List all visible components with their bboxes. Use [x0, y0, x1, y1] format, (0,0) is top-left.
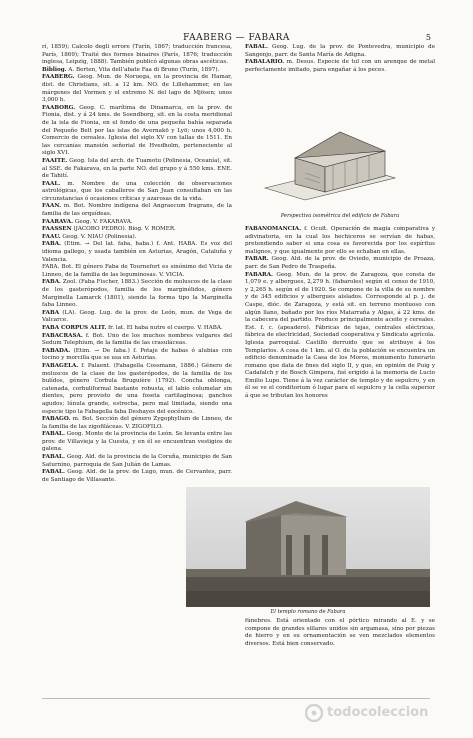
temple-photo	[186, 487, 430, 607]
dictionary-entry	[245, 256, 435, 271]
dictionary-entry	[42, 203, 232, 218]
bottom-divider	[42, 698, 430, 699]
entry-headword: Bibliog.	[42, 66, 67, 73]
entry-text: Geog. Ald. de la prov. de Lugo, mun. de Cervantes, parr. de Santiago de Villasante.	[42, 469, 232, 483]
dictionary-entry	[42, 469, 232, 484]
entry-headword: FAAITE.	[42, 157, 68, 164]
entry-headword: FABA.	[42, 279, 61, 286]
entry-text: f. Palaent. (Fabagella Cossmann, 1886.) Género de moluscos de la clase de los gasterópodos, de la familia de los bulídos, género Corbula Bruguière (1792). Concha oblonga, catenada, corbuliformal bastante robusta, el labio columelar sin dientes, pero provisto de una foseta cartilaginosa; ganchos agudos; lúnula grande, estrecha, pero mal limitada, siendo una especie tipo la Fabagella faba Deshayes del eocénico.	[42, 362, 232, 415]
entry-headword: FABAL.	[42, 431, 65, 438]
entry-text: m. Bot. Sección del género Zygophyllum de Linneo, de la familia de las zigofiláceas. V. ZIGOFILO.	[42, 416, 232, 430]
entry-text: Geog. Mun. de la prov. de Zaragoza, que consta de 1,079 e. y albergues, 2,279 h. (fabaroles) según el censo de 1910, y 2,265 h. según el de 1920. Se compone de la villa de su nombre y de 345 edificios y albergues aislados. Corresponde al p. j. de Caspe, dióc. de Zaragoza, y está sit. en terreno montuoso con algún llano, bañado por los ríos Matarraña y Algas, á 22 kms. de la cabecera del partido. Produce principalmente aceite y cereales. Est. f. c. (apeadero). Fábricas de tejas, centrales eléctricas, fábrica de electricidad, Sociedad cooperativa y Sindicato agrícola. Iglesia parroquial. Castillo derruido que se atribuye á los Templarios. A cosa de 1 km. al O. de la población se encuentra un edificio denominado la Casa de los Moros, monumento funerario romano que data de fines del siglo II, y que, en opinión de Puig y Cadafalch y de Bosch Gimpera, fué erigido á la memoria de Lucio Emilio Lupo. Tiene á la vez carácter de templo y de sepulcro, y en él se ve el conditorium ó lugar para el sepulcro y la cella superior á que se tributan los honores	[245, 271, 436, 400]
watermark-text: todocoleccion	[327, 705, 429, 720]
entry-text: Geog. Ald. de la provincia de la Coruña, municipio de San Saturnino, parroquia de San Julián de Lamas.	[42, 454, 233, 468]
entry-text: f. Ocult. Operación de magia comparativa y adivinatoria, en la cual los hechiceros se servían de habas, pretendiendo saber si una cosa es favorecida por los espíritus malignos, y que igualmente por ello se echaban en ellas.	[245, 226, 435, 255]
dictionary-entry	[245, 59, 435, 74]
dictionary-entry	[42, 181, 232, 204]
dictionary-entry	[42, 67, 232, 75]
dictionary-entry	[42, 431, 232, 454]
entry-headword: FABA	[42, 309, 60, 316]
entry-headword: FABAL.	[245, 44, 268, 50]
right-column-mid	[245, 226, 435, 401]
fabara-continuation: fúnebres. Está orientado con el pórtico mirando al E. y se compone de grandes sillares unidos sin argamasa, sino por piezas de hierro y en su ornamentación se ven mezclados elementos diversos. Está bien conservado.	[245, 618, 435, 647]
entry-text: A. Berten, Vita dell’abate Faa di Bruno (Turín, 1897).	[68, 66, 220, 73]
entry-headword: FABA.	[42, 241, 61, 248]
entry-text: Geog. V. NIAU (Polinesia).	[62, 233, 137, 240]
dictionary-entry	[42, 363, 232, 416]
entry-headword: FAAL.	[42, 180, 61, 187]
dictionary-entry	[245, 226, 435, 256]
entry-text: m. Nombre de una colección de observaciones astrológicas, que los caballeros de San Juan consultaban en las circunstancias ó ocasiones críticas y azarosas de la vida.	[42, 180, 233, 202]
entry-text: f. Bot. Uno de los muchos nombres vulgares del Sedum Telephium, de la familia de las crasuláceas.	[42, 332, 232, 347]
dictionary-entry	[245, 44, 435, 59]
dictionary-entry	[42, 333, 232, 348]
entry-text: FABA. Bot. El género Faba de Tournefort es sinónimo del Vicia de Linneo, de la familia de las leguminosas. V. VICIA.	[42, 264, 232, 278]
entry-text: (Etim. → Del lat. faba, haba.) f. Ant. HABA. Es voz del idioma gallego, y usada también en Asturias, Aragón, Cataluña y Valencia.	[42, 241, 232, 263]
dictionary-entry	[42, 158, 232, 181]
roman-temple-photo	[186, 487, 430, 607]
left-column	[42, 44, 232, 484]
dictionary-entry	[42, 264, 232, 279]
entry-text: Geog. C. marítima de Dinamarca, en la prov. de Fionia, dist. y á 24 kms. de Soendborg, sit. en la costa meridional de la isla de Fionia, en el fondo de una pequeña bahía separada del Pequeño Belt por las islas de Avernakö y Lyö; unos 4,000 h. Comercio de cereales. Iglesia del siglo XV con tallas de 1511. En las cercanías mansión señorial de Hvedholm, perteneciente al siglo XVI.	[42, 104, 233, 157]
dictionary-entry	[42, 44, 232, 67]
entry-text: (Etim. → De faba.) f. Potaje de habas ó alubias con tocino y morcilla que se usa en Asturias.	[42, 347, 232, 362]
entry-headword: FAASSEN	[42, 226, 72, 233]
entry-headword: FABALARIO.	[245, 59, 285, 66]
entry-headword: FABAR.	[245, 256, 269, 263]
entry-headword: FABADA.	[42, 347, 71, 354]
dictionary-entry	[42, 241, 232, 264]
entry-headword: FABACRASA.	[42, 332, 83, 339]
dictionary-entry	[42, 226, 232, 234]
dictionary-entry	[42, 454, 232, 469]
entry-headword: FAAU.	[42, 233, 61, 240]
entry-text: Geog. Mun. de Noruega, en la provincia de Hamar, dist. de Christians, sit. a 12 km. NO. de Lillehammer, en las márgenes del Vormen y el extremo N. del lago de Mjösen; unos 3,000 h.	[42, 74, 232, 104]
entry-headword: FAABERG.	[42, 74, 75, 81]
entry-text: Geog. Lug. de la prov. de Pontevedra, municipio de Sangenjo, parr. de Santa María de Adigna.	[245, 44, 436, 58]
entry-text: Geog. Monte de la provincia de León. Se levanta entre las prov. de Villavieja y la Cuesta, y en él se encuentran vestigios de galena.	[42, 431, 233, 453]
dictionary-entry	[42, 74, 232, 104]
entry-text: Geog. Ald. de la prov. de Oviedo, municipio de Proaza, parr. de San Pedro de Traspeña.	[245, 256, 435, 270]
isometric-building-illustration	[245, 118, 435, 208]
entry-headword: FAARAVA.	[42, 218, 74, 225]
entry-text: fr. lat. El haba nutre el cuerpo. V. HABA.	[108, 324, 223, 331]
dictionary-entry	[245, 272, 435, 401]
entry-text: (JACOBO PEDRO). Biog. V. ROMER.	[73, 226, 176, 233]
right-column-bottom	[245, 618, 435, 648]
temple-photo-caption: El templo romano de Fabara	[270, 609, 346, 615]
entry-text: (LA). Geog. Lug. de la prov. de León, mun. de Vega de Valcarce.	[42, 309, 232, 324]
right-column-top	[245, 44, 435, 74]
isometric-figure-caption: Perspectiva isométrica del edificio de Fabara	[280, 213, 400, 219]
entry-headword: FABA CORPUS ALIT.	[42, 324, 107, 331]
dictionary-entry	[42, 105, 232, 158]
dictionary-entry	[42, 279, 232, 309]
dictionary-entry	[42, 310, 232, 325]
entry-text: m. Desus. Especie de tul con un arenque de metal perfectamente imitado, para engañar á los peces.	[245, 59, 435, 73]
watermark-icon	[305, 704, 323, 722]
entry-headword: FABARA.	[245, 271, 273, 278]
entry-headword: FABAGELA.	[42, 362, 79, 369]
entry-headword: FABAL.	[42, 454, 65, 461]
watermark-logo	[305, 702, 455, 724]
page-number: 5	[425, 33, 431, 42]
dictionary-entry	[42, 348, 232, 363]
entry-headword: FAAN.	[42, 203, 62, 210]
entry-text: Zool. (Faba Fischer, 1883.) Sección de moluscos de la clase de los gasterópodos, familia de los marginélidos, género Marginella Lamarck (1801), siendo la forma tipo la Marginella faba Linneo.	[42, 279, 232, 309]
entry-text: Geog. Isla del arch. de Tuamotu (Polinesia, Oceanía), sit. al SSE. de Fakarava, en la parte NO. del grupo y á 550 kms. ENE. de Tahití.	[42, 157, 233, 180]
header-title: FAABERG — FABARA	[183, 33, 290, 43]
entry-text: m. Bot. Nombre indígena del Angraecum fragrans, de la familia de las orquídeas.	[42, 203, 233, 218]
entry-headword: FABAGO.	[42, 416, 71, 423]
entry-headword: FAABORG.	[42, 104, 76, 111]
dictionary-entry	[42, 416, 232, 431]
entry-headword: FABAL.	[42, 469, 65, 476]
dictionary-entry	[42, 325, 232, 333]
entry-text: Geog. V. FAKARAVA.	[74, 218, 133, 225]
entry-headword: FABANOMANCIA.	[245, 226, 302, 232]
isometric-figure	[245, 118, 435, 208]
entry-text: rí, 1859); Calcolo degli errore (Turín, 1867; traducción francesa, París, 1869); Traité des formes binaires (París, 1876; traducción inglesa, Leipzig, 1888). También publicó algunas obras ascéticas.	[42, 44, 232, 66]
